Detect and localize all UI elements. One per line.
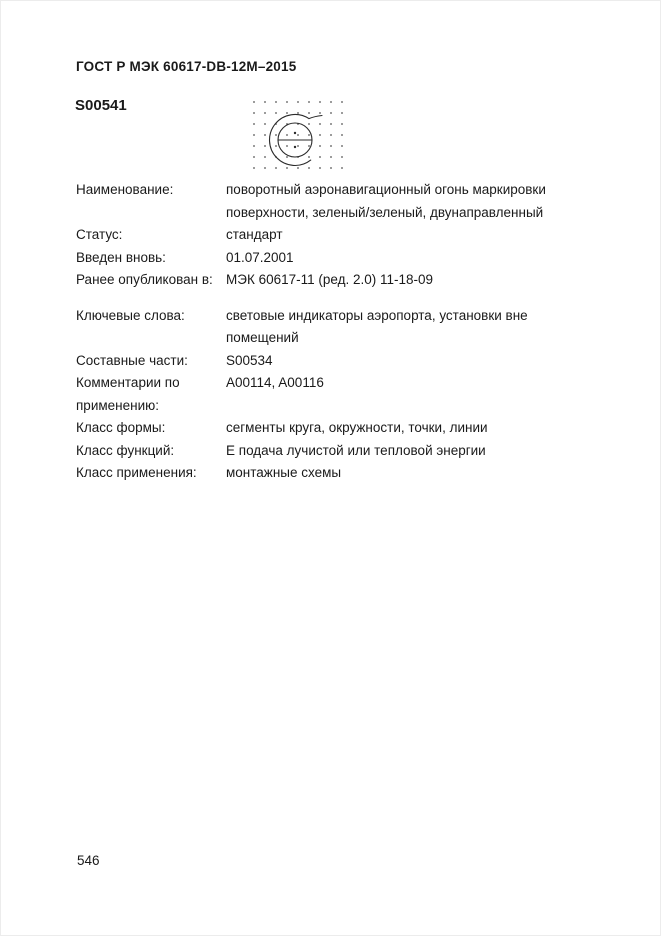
field-row (76, 269, 554, 292)
field-label: Введен вновь: (76, 249, 166, 265)
field-label: Класс функций: (76, 442, 175, 458)
field-label: Комментарии по применению: (76, 375, 180, 413)
rotating-beacon-symbol-icon (248, 94, 353, 186)
field-value: МЭК 60617-11 (ред. 2.0) 11-18-09 (226, 272, 434, 287)
field-value: S00534 (226, 352, 273, 368)
grid-dots (249, 97, 348, 174)
field-row (76, 462, 554, 485)
field-label: Класс применения: (76, 465, 197, 480)
field-value: стандарт (226, 227, 283, 242)
field-row (76, 350, 554, 373)
lower-dot (294, 146, 296, 148)
field-label: Составные части: (76, 352, 188, 368)
field-value: 01.07.2001 (226, 249, 294, 265)
field-row (76, 179, 554, 224)
symbol-id-heading: S00541 (75, 97, 127, 114)
field-row (76, 417, 554, 440)
field-value: сегменты круга, окружности, точки, линии (226, 420, 488, 435)
field-row (76, 224, 554, 247)
field-value: Е подача лучистой или тепловой энергии (226, 442, 486, 458)
field-row (76, 372, 554, 417)
upper-dot (294, 132, 296, 134)
field-label: Класс формы: (76, 420, 166, 435)
field-value: световые индикаторы аэропорта, установки вне помещений (226, 307, 528, 345)
field-value: монтажные схемы (226, 465, 342, 480)
field-value: A00114, A00116 (226, 375, 324, 390)
document-title: ГОСТ Р МЭК 60617-DB-12M–2015 (76, 59, 297, 74)
field-row (76, 305, 554, 350)
field-label: Статус: (76, 227, 123, 242)
field-row (76, 440, 554, 463)
fields-list (76, 179, 554, 485)
field-label: Наименование: (76, 182, 174, 197)
field-row (76, 247, 554, 270)
page-number: 546 (77, 853, 100, 868)
field-label: Ранее опубликован в: (76, 272, 213, 287)
field-label: Ключевые слова: (76, 307, 185, 323)
symbol-figure (248, 94, 353, 186)
field-value: поворотный аэронавигационный огонь маркировки поверхности, зеленый/зеленый, двунаправленный (226, 182, 546, 220)
